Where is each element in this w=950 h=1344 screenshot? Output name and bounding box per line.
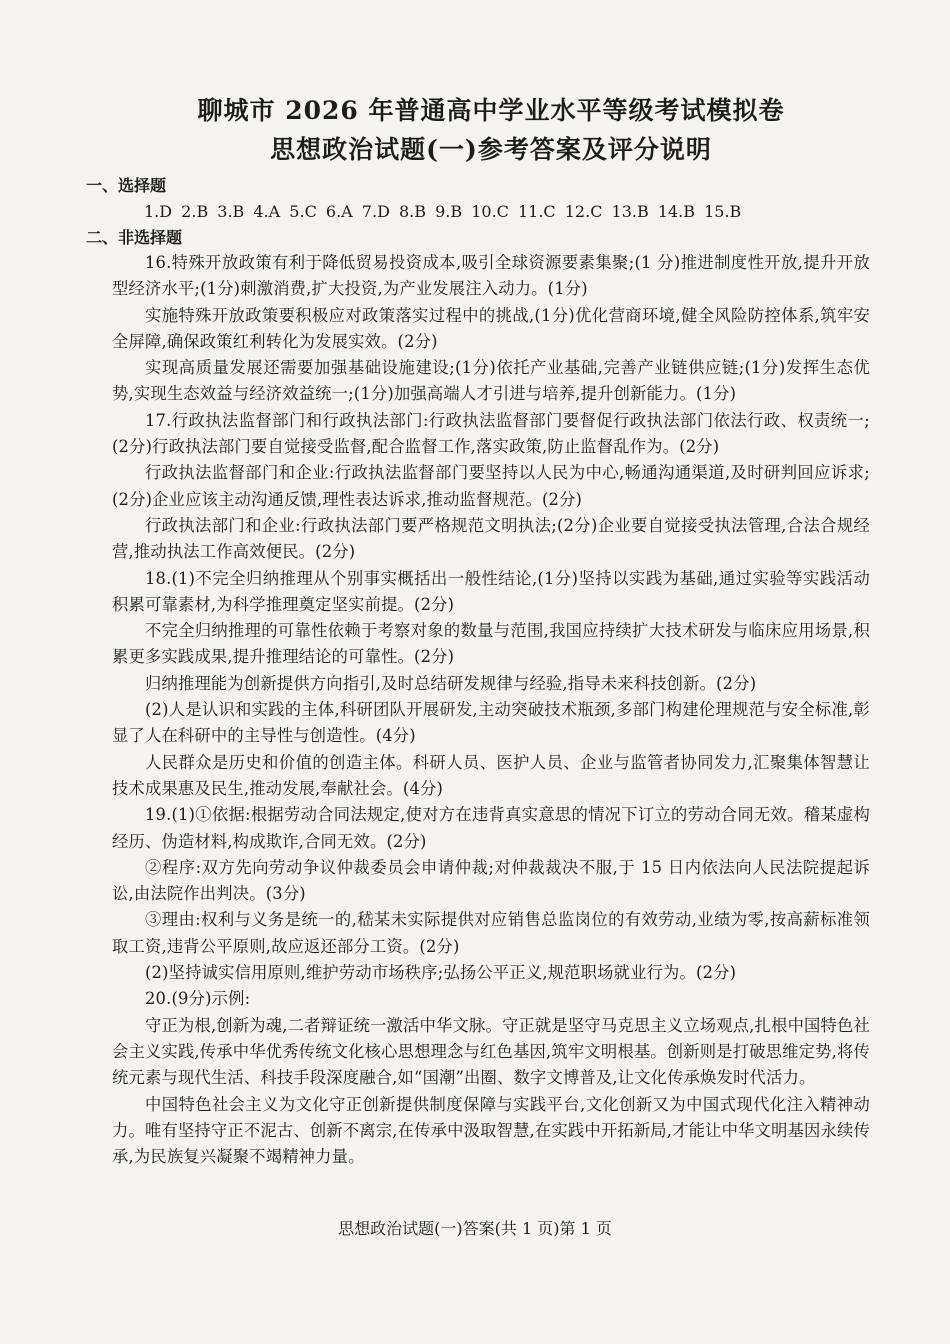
paragraph: ②程序:双方先向劳动争议仲裁委员会申请仲裁;对仲裁裁决不服,于 15 日内依法向人民法院提起诉讼,由法院作出判决。(3分) [112, 857, 870, 904]
choice-answers: 1.D 2.B 3.B 4.A 5.C 6.A 7.D 8.B 9.B 10.C 11.C 12.C 13.B 14.B 15.B [144, 202, 742, 221]
paragraph: 行政执法监督部门和企业:行政执法监督部门要坚持以人民为中心,畅通沟通渠道,及时研判回应诉求;(2分)企业应该主动沟通反馈,理性表达诉求,推动监督规范。(2分) [112, 463, 870, 509]
choice-section-heading: 一、选择题 [86, 176, 167, 195]
paragraph: ③理由:权利与义务是统一的,嵇某未实际提供对应销售总监岗位的有效劳动,业绩为零,按高薪标准领取工资,违背公平原则,故应返还部分工资。(2分) [112, 910, 870, 956]
paragraph: (2)人是认识和实践的主体,科研团队开展研发,主动突破技术瓶颈,多部门构建伦理规范与安全标准,彰显了人在科研中的主导性与创造性。(4分) [112, 700, 870, 746]
paragraph: 归纳推理能为创新提供方向指引,及时总结研发规律与经验,指导未来科技创新。(2分) [145, 673, 757, 693]
paragraph: 人民群众是历史和价值的创造主体。科研人员、医护人员、企业与监管者协同发力,汇聚集体智慧让技术成果惠及民生,推动发展,奉献社会。(4分) [112, 752, 870, 798]
paragraph: 行政执法部门和企业:行政执法部门要严格规范文明执法;(2分)企业要自觉接受执法管理,合法合规经营,推动执法工作高效便民。(2分) [112, 515, 870, 562]
paragraph: 17.行政执法监督部门和行政执法部门:行政执法监督部门要督促行政执法部门依法行政、权责统一;(2分)行政执法部门要自觉接受监督,配合监督工作,落实政策,防止监督乱作为。(2分) [112, 410, 870, 457]
paragraph: 20.(9分)示例: [145, 989, 251, 1009]
paragraph: 16.特殊开放政策有利于降低贸易投资成本,吸引全球资源要素集聚;(1 分)推进制度性开放,提升开放型经济水平;(1分)刺激消费,扩大投资,为产业发展注入动力。(1分) [112, 253, 870, 299]
paragraph: (2)坚持诚实信用原则,维护劳动市场秩序;弘扬公平正义,规范职场就业行为。(2分) [145, 963, 737, 983]
paragraph: 19.(1)①依据:根据劳动合同法规定,使对方在违背真实意思的情况下订立的劳动合同无效。稽某虚构经历、伪造材料,构成欺诈,合同无效。(2分) [112, 805, 870, 851]
answer-body [112, 250, 870, 1170]
page-title: 聊城市 2026 年普通高中学业水平等级考试模拟卷 [197, 96, 785, 125]
paragraph: 不完全归纳推理的可靠性依赖于考察对象的数量与范围,我国应持续扩大技术研发与临床应用场景,积累更多实践成果,提升推理结论的可靠性。(2分) [112, 621, 870, 667]
nonchoice-section-heading: 二、非选择题 [86, 228, 183, 247]
paragraph: 守正为根,创新为魂,二者辩证统一激活中华文脉。守正就是坚守马克思主义立场观点,扎根中国特色社会主义实践,传承中华优秀传统文化核心思想理念与红色基因,筑牢文明根基。创新则是打破思维定势,将传统元素与现代生活、科技手段深度融合,如“国潮”出圈、数字文博普及,让文化传承焕发时代活力。 [112, 1015, 870, 1088]
paragraph: 实施特殊开放政策要积极应对政策落实过程中的挑战,(1分)优化营商环境,健全风险防控体系,筑牢安全屏障,确保政策红利转化为发展实效。(2分) [112, 305, 870, 351]
page-subtitle: 思想政治试题(一)参考答案及评分说明 [270, 135, 712, 164]
paragraph: 实现高质量发展还需要加强基础设施建设;(1分)依托产业基础,完善产业链供应链;(1分)发挥生态优势,实现生态效益与经济效益统一;(1分)加强高端人才引进与培养,提升创新能力。(1分) [112, 358, 870, 404]
paragraph: 中国特色社会主义为文化守正创新提供制度保障与实践平台,文化创新又为中国式现代化注入精神动力。唯有坚持守正不泥古、创新不离宗,在传承中汲取智慧,在实践中开拓新局,才能让中华文明基因永续传承,为民族复兴凝聚不竭精神力量。 [112, 1094, 870, 1167]
paragraph: 18.(1)不完全归纳推理从个别事实概括出一般性结论,(1分)坚持以实践为基础,通过实验等实践活动积累可靠素材,为科学推理奠定坚实前提。(2分) [112, 568, 870, 614]
page-footer: 思想政治试题(一)答案(共 1 页)第 1 页 [338, 1219, 612, 1238]
